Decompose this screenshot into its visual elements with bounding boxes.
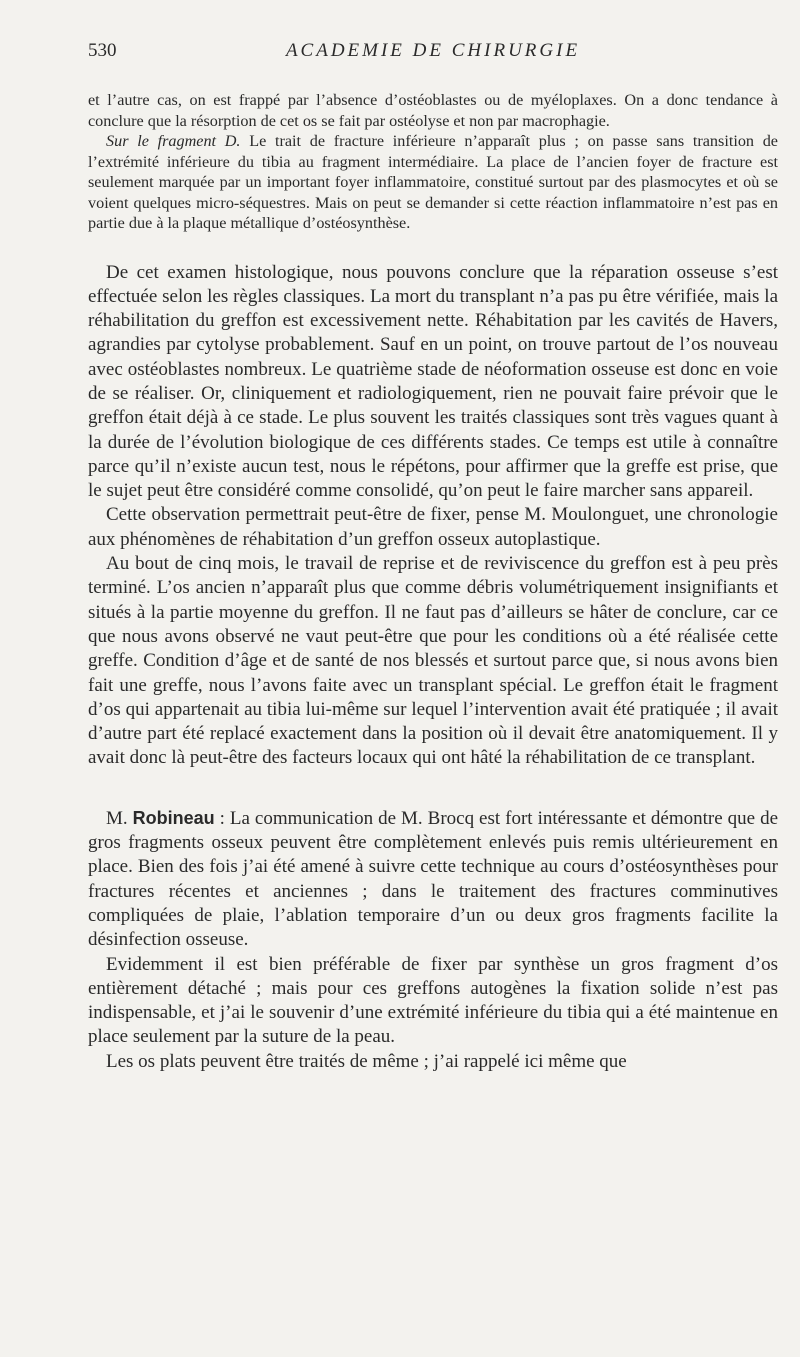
note-paragraph-fragment-d [88,131,778,234]
running-title: ACADEMIE DE CHIRURGIE [285,40,581,61]
speaker-prefix: M. [106,807,133,829]
discussion-paragraph: Les os plats peuvent être traités de même ; j’ai rappelé ici même que [106,1050,627,1072]
body-paragraph: Cette observation permettrait peut-être de fixer, pense M. Moulonguet, une chronologie aux phénomènes de réhabitation d’un greffon osseux autoplastique. [88,504,778,550]
page-number: 530 [88,40,117,61]
discussion-paragraph: Evidemment il est bien préférable de fixer par synthèse un gros fragment d’os entièrement détaché ; mais pour ces greffons autogènes la fixation solide n’est pas indispensable, et j’ai le souvenir d’une extrémité inférieure du tibia qui a été maintenue en place seulement par la suture de la peau. [88,953,778,1048]
body-paragraph: Au bout de cinq mois, le travail de reprise et de reviviscence du greffon est à peu près terminé. L’os ancien n’apparaît plus que comme débris volumétriquement insignifiants et situés à la partie moyenne du greffon. Il ne faut pas d’ailleurs se hâter de conclure, car ce que nous avons observé ne vaut peut-être que pour les conditions où a été réalisée cette greffe. Condition d’âge et de santé de nos blessés et surtout parce que, si nous avons bien fait une greffe, nous l’avons faite avec un transplant spécial. Le greffon était le fragment d’os qui appartenait au tibia lui-même sur lequel l’intervention avait été pratiquée ; il avait d’autre part été replacé exactement dans la position où il devait être anatomiquement. Il y avait donc là peut-être des facteurs locaux qui ont hâté la réhabilitation de ce transplant. [88,553,778,769]
note-paragraph: et l’autre cas, on est frappé par l’absence d’ostéoblastes ou de myéloplaxes. On a donc tendance à conclure que la résorption de cet os se fait par ostéolyse et non par macrophagie. [88,91,778,130]
speaker-name: Robineau [132,807,215,828]
fragment-text: Le trait de fracture inférieure n’apparaît plus ; on passe sans transition de l’extrémité inférieure du tibia au fragment intermédiaire. La place de l’ancien foyer de fracture est seulement marquée par un important foyer inflammatoire, constitué surtout par des plasmocytes et où se voient quelques micro-séquestres. Mais on peut se demander si cette réaction inflammatoire n’est pas en partie due à la plaque métallique d’ostéosynthèse. [88,132,778,232]
histology-note [88,90,778,234]
document-page [88,40,778,1074]
discussion-text: La communication de M. Brocq est fort intéressante et démontre que de gros fragments osseux peuvent être complètement enlevés puis remis ultérieurement en place. Bien des fois j’ai été amené à suivre cette technique au cours d’ostéosynthèses pour fractures récentes et anciennes ; dans le traitement des fractures comminutives compliquées de plaie, l’ablation temporaire d’un ou deux gros fragments facilite la désinfection osseuse. [88,807,779,951]
discussion-section [88,806,778,1074]
speaker-colon: : [214,807,230,829]
page-header [88,40,778,70]
body-paragraph: De cet examen histologique, nous pouvons conclure que la réparation osseuse s’est effectuée selon les règles classiques. La mort du transplant n’a pas pu être vérifiée, mais la réhabilitation du greffon est excessivement nette. Réhabitation par les cavités de Havers, agrandies par cytolyse probablement. Sauf en un point, on trouve partout de l’os nouveau avec ostéoblastes nombreux. Le quatrième stade de néoformation osseuse est donc en voie de se réaliser. Or, cliniquement et radiologiquement, rien ne pouvait faire prévoir que le greffon était déjà à ce stade. Le plus souvent les traités classiques sont très vagues quant à la durée de l’évolution biologique de ces différents stades. Ce temps est utile à connaître parce qu’il n’existe aucun test, nous le répétons, pour affirmer que la greffe est prise, que le sujet peut être considéré comme consolidé, qu’on peut le faire marcher sans appareil. [88,261,778,502]
fragment-label: Sur le fragment D. [106,132,241,150]
conclusion-section [88,261,778,771]
discussion-paragraph [88,806,778,953]
